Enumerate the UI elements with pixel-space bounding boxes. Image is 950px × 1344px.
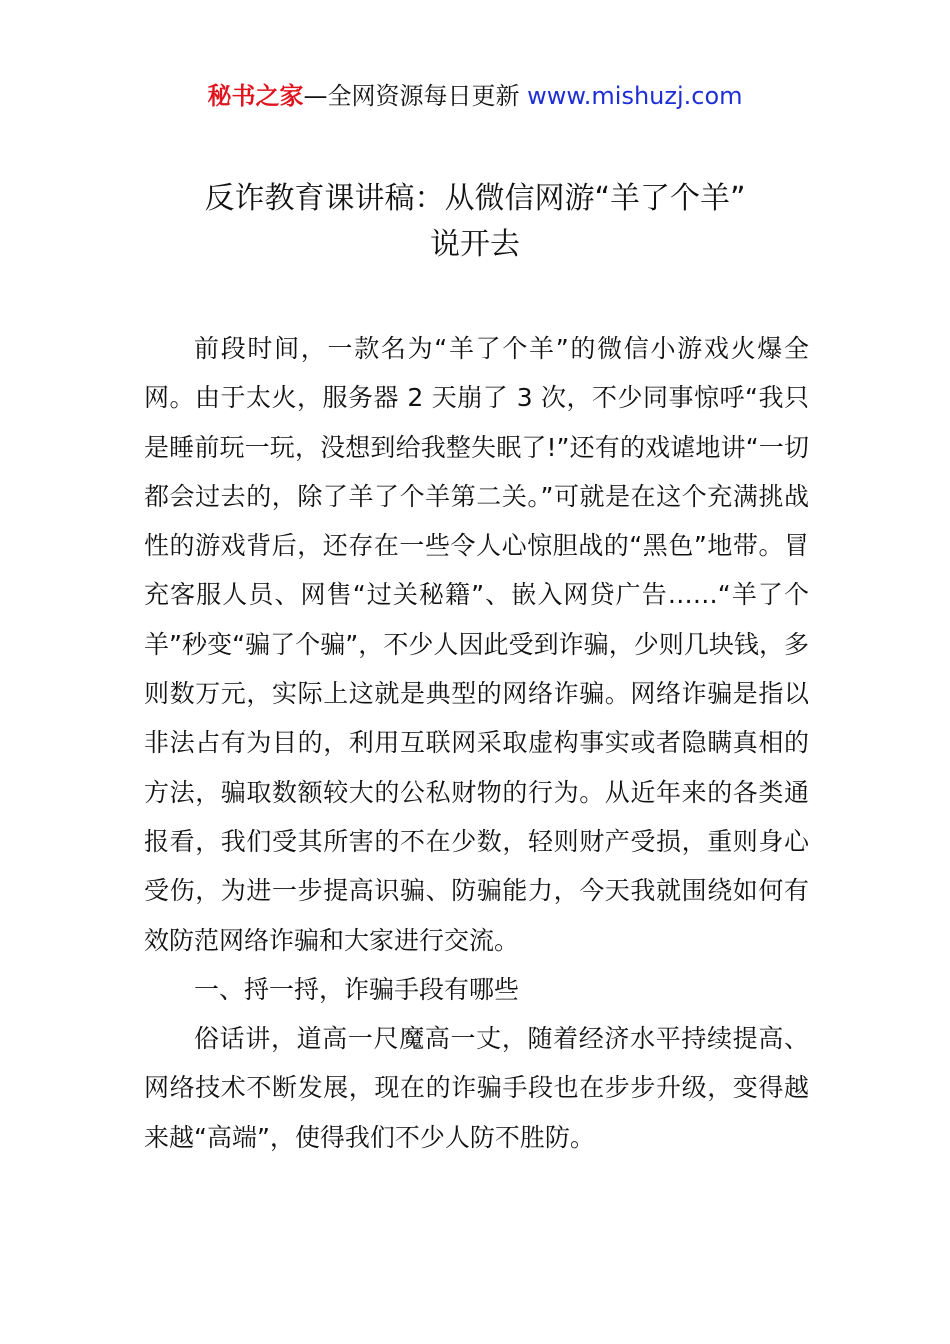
title-line-2: 说开去 [430, 227, 520, 262]
title-line-1: 反诈教育课讲稿：从微信网游“羊了个羊” [204, 181, 746, 216]
brand-name: 秘书之家 [207, 82, 304, 110]
section-heading-1: 一、捋一捋，诈骗手段有哪些 [194, 974, 520, 1004]
site-header [0, 78, 950, 114]
site-tagline: —全网资源每日更新 [303, 82, 520, 110]
body-paragraph-2: 俗话讲，道高一尺魔高一丈，随着经济水平持续提高、网络技术不断发展，现在的诈骗手段也在步步升级，变得越来越“高端”，使得我们不少人防不胜防。 [144, 1024, 809, 1152]
body-paragraph-1: 前段时间，一款名为“羊了个羊”的微信小游戏火爆全网。由于太火，服务器 2 天崩了 3 次，不少同事惊呼“我只是睡前玩一玩，没想到给我整失眠了!”还有的戏谑地讲“一切都会过去的，除了羊了个羊第二关。”可就是在这个充满挑战性的游戏背后，还存在一些令人心惊胆战的“黑色”地带。冒充客服人员、网售“过关秘籍”、嵌入网贷广告……“羊了个羊”秒变“骗了个骗”，不少人因此受到诈骗，少则几块钱，多则数万元，实际上这就是典型的网络诈骗。网络诈骗是指以非法占有为目的，利用互联网采取虚构事实或者隐瞒真相的方法，骗取数额较大的公私财物的行为。从近年来的各类通报看，我们受其所害的不在少数，轻则财产受损，重则身心受伤，为进一步提高识骗、防骗能力，今天我就围绕如何有效防范网络诈骗和大家进行交流。 [144, 334, 809, 955]
site-url-link[interactable]: www.mishuzj.com [527, 82, 743, 110]
document-title [0, 176, 950, 268]
document-body [144, 324, 809, 1162]
